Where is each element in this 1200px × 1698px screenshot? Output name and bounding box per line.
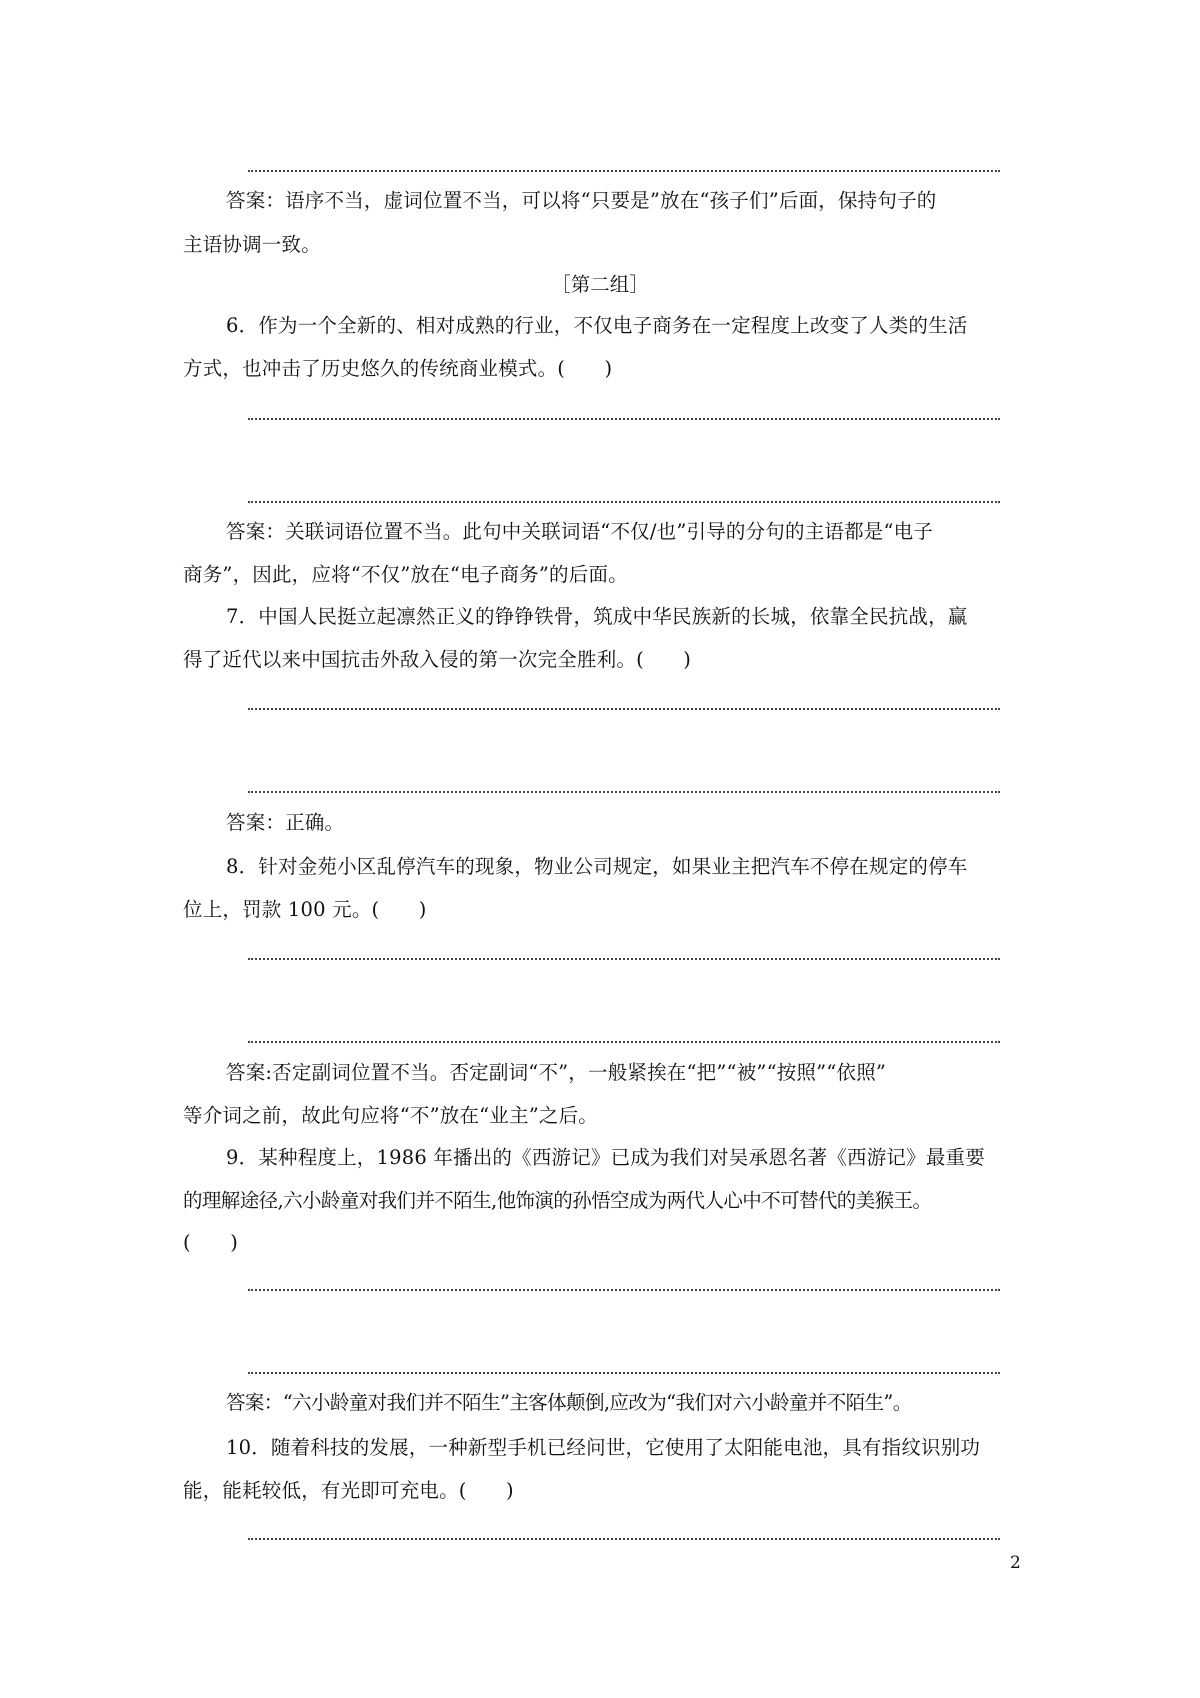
q7-line-1: 7．中国人民挺立起凛然正义的铮铮铁骨，筑成中华民族新的长城，依靠全民抗战，赢 — [226, 605, 968, 628]
q7-line-2: 得了近代以来中国抗击外敌入侵的第一次完全胜利。( ) — [183, 648, 692, 671]
answer-line — [248, 958, 1000, 960]
q9-line-2: 的理解途径,六小龄童对我们并不陌生,他饰演的孙悟空成为两代人心中不可替代的美猴王。 — [183, 1189, 932, 1212]
q9-line-1: 9．某种程度上，1986 年播出的《西游记》已成为我们对吴承恩名著《西游记》最重要 — [226, 1146, 985, 1169]
q10-line-2: 能，能耗较低，有光即可充电。( ) — [183, 1479, 514, 1502]
q6-answer-line-1: 答案：关联词语位置不当。此句中关联词语“不仅/也”引导的分句的主语都是“电子 — [226, 520, 934, 543]
answer-line — [248, 708, 1000, 710]
q8-answer-line-1: 答案:否定副词位置不当。否定副词“不”，一般紧挨在“把”“被”“按照”“依照” — [226, 1061, 887, 1084]
q8-answer-line-2: 等介词之前，故此句应将“不”放在“业主”之后。 — [183, 1104, 598, 1127]
page-number: 2 — [1010, 1553, 1021, 1573]
q6-line-2: 方式，也冲击了历史悠久的传统商业模式。( ) — [183, 357, 613, 380]
answer-line — [248, 1372, 1000, 1374]
q9-answer-line-1: 答案：“六小龄童对我们并不陌生”主客体颠倒,应改为“我们对六小龄童并不陌生”。 — [226, 1391, 912, 1414]
q8-line-1: 8．针对金苑小区乱停汽车的现象，物业公司规定，如果业主把汽车不停在规定的停车 — [226, 855, 968, 878]
q5-answer-line-1: 答案：语序不当，虚词位置不当，可以将“只要是”放在“孩子们”后面，保持句子的 — [226, 189, 937, 212]
answer-line — [248, 791, 1000, 793]
q6-line-1: 6．作为一个全新的、相对成熟的行业，不仅电子商务在一定程度上改变了人类的生活 — [226, 314, 968, 337]
answer-line — [248, 1538, 1000, 1540]
q5-answer-line-2: 主语协调一致。 — [183, 233, 321, 256]
answer-line — [248, 1289, 1000, 1291]
q8-line-2: 位上，罚款 100 元。( ) — [183, 898, 427, 921]
q6-answer-line-2: 商务”，因此，应将“不仅”放在“电子商务”的后面。 — [183, 563, 628, 586]
answer-line — [248, 170, 1000, 172]
answer-line — [248, 418, 1000, 420]
answer-line — [248, 1041, 1000, 1043]
group-heading: ［第二组］ — [551, 273, 649, 296]
q10-line-1: 10．随着科技的发展，一种新型手机已经问世，它使用了太阳能电池，具有指纹识别功 — [226, 1436, 981, 1459]
q7-answer-line-1: 答案：正确。 — [226, 811, 345, 834]
answer-line — [248, 501, 1000, 503]
q9-line-3: ( ) — [183, 1231, 239, 1254]
